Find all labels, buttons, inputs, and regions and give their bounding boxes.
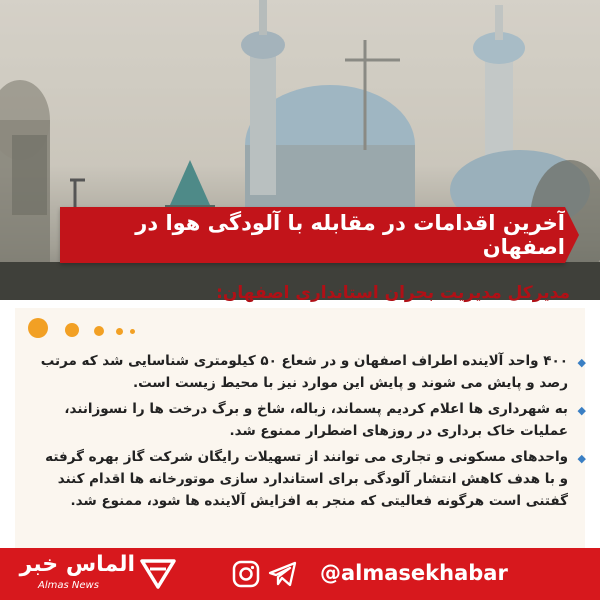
dot-3 xyxy=(94,326,104,336)
brand-name-en: Almas News xyxy=(38,580,99,591)
bullet-list xyxy=(35,350,586,516)
social-handle[interactable]: @almasekhabar xyxy=(320,561,508,585)
subtitle: مدیرکل مدیریت بحران استانداری اصفهان: xyxy=(216,283,570,303)
list-item-text: واحدهای مسکونی و تجاری می توانند از تسهیلات رایگان شرکت گاز بهره گرفته و با هدف کاهش انتشار آلودگی برای استاندارد سازی موتورخانه ها اقدام کنند گفتنی است هرگونه فعالیتی که منجر به افزایش آلاینده ها شود، ممنوع شد. xyxy=(45,449,568,509)
list-item-text: به شهرداری ها اعلام کردیم پسماند، زباله، شاخ و برگ درخت ها را نسوزانند، عملیات خاک برداری در روزهای اضطرار ممنوع شد. xyxy=(64,401,568,439)
dot-4 xyxy=(116,328,123,335)
dot-1 xyxy=(28,318,48,338)
bullet-icon: ◆ xyxy=(577,404,586,417)
list-item xyxy=(35,350,586,394)
dot-5 xyxy=(130,329,135,334)
bullet-icon: ◆ xyxy=(577,356,586,369)
brand-name-fa: الماس خبر xyxy=(19,552,135,577)
list-item-text: ۴۰۰ واحد آلاینده اطراف اصفهان و در شعاع ۵۰ کیلومتری شناسایی شد که مرتب رصد و پایش می شوند و پایش این موارد نیز با محیط زیست است. xyxy=(40,353,568,391)
bullet-icon: ◆ xyxy=(577,452,586,465)
list-item xyxy=(35,446,586,512)
almas-logo-icon xyxy=(138,557,178,591)
dot-2 xyxy=(65,323,79,337)
headline-banner xyxy=(60,207,565,263)
telegram-icon[interactable] xyxy=(268,560,298,588)
headline-text: آخرین اقدامات در مقابله با آلودگی هوا در اصفهان xyxy=(135,211,565,259)
list-item xyxy=(35,398,586,442)
instagram-icon[interactable] xyxy=(232,560,260,588)
